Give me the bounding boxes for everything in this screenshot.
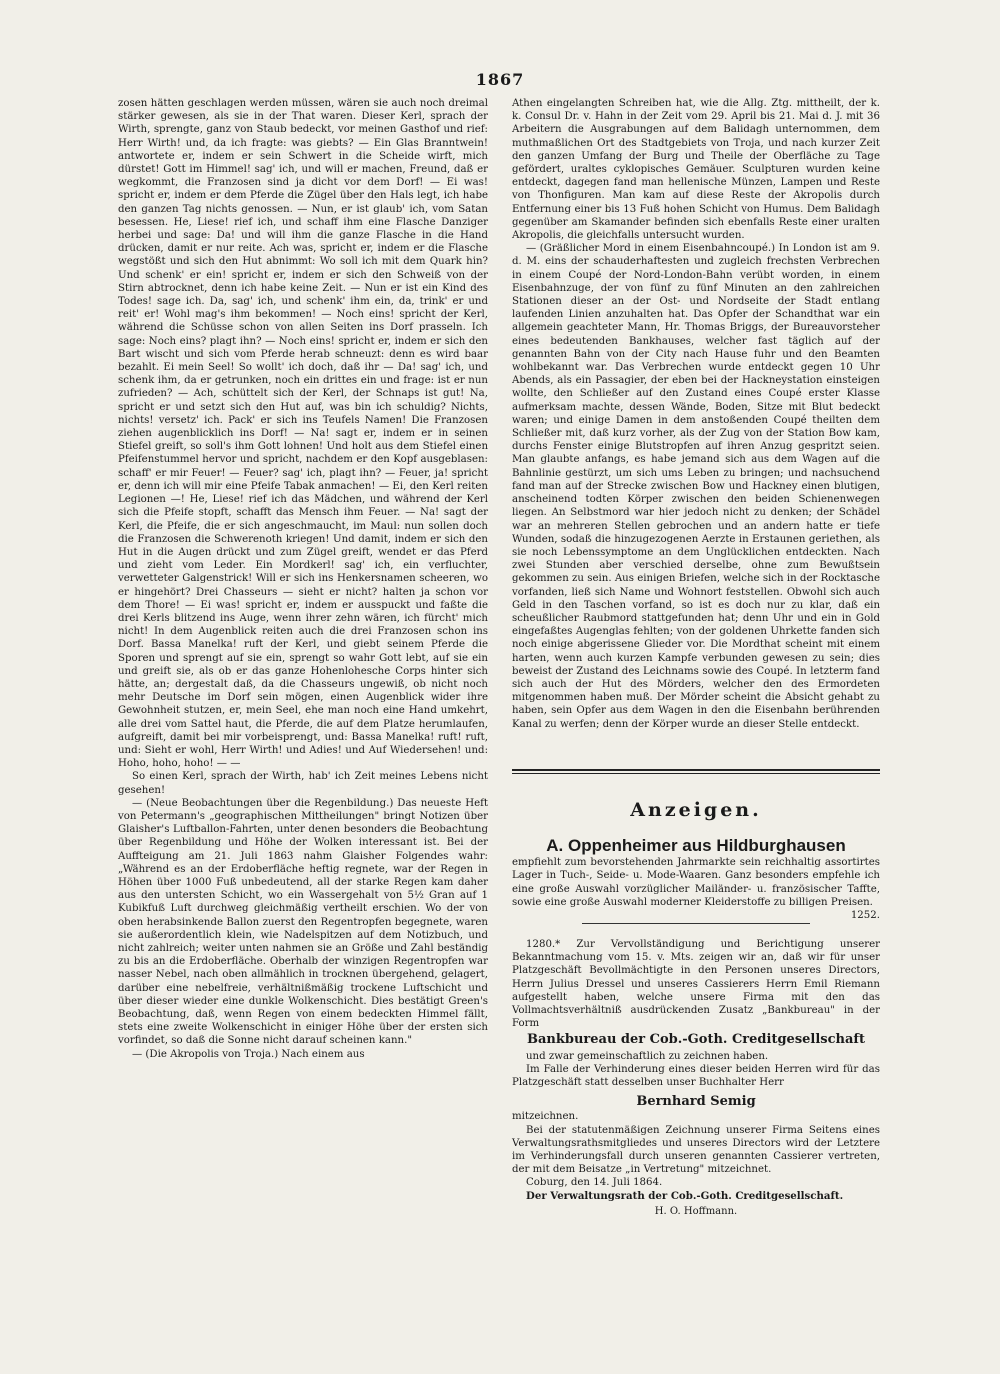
rain-article: — (Neue Beobachtungen über die Regenbildung.) Das neueste Heft von Petermann's „geographischen Mittheilungen" bringt Notizen über Glaisher's Luftballon-Fahrten, unter denen besonders die Beobachtung über Regenbildung und Höhe der Wolken interessant ist. Bei der Auffteigung am 21. Juli 1863 nahm Glaisher Folgendes wahr: „Während es an der Erdoberfläche heftig regnete, war der Regen in Höhen über 1000 Fuß unbedeutend, all der starke Regen kam daher aus den untersten Schicht, wo ein Wassergehalt von 5½ Gran auf 1 Kubikfuß Luft durchweg gleichmäßig vertheilt erschien. Wo der von oben herabsinkende Ballon zuerst den Regentropfen begegnete, waren sie außerordentlich klein, wie Nadelspitzen auf dem Notizbuch, und nicht zahlreich; weiter unten nahmen sie an Größe und Zahl beständig zu bis an die Erdoberfläche. Oberhalb der winzigen Regentropfen war nasser Nebel, nach oben allmählich in trocknen übergehend, gelagert, darüber eine nebelfreie, verhältnißmäßig trockene Luftschicht und über dieser wieder eine dunkle Wolkenschicht. Dies bestätigt Green's Beobachtung, daß, wenn Regen von einem bedeckten Himmel fällt, stets eine zweite Wolkenschicht in einiger Höhe über der ersten sich vorfindet, so daß die Sonne nicht darauf scheinen kann." bbox=[118, 797, 488, 1047]
signature-name: H. O. Hoffmann. bbox=[654, 1205, 738, 1217]
bank-ad-text: und zwar gemeinschaftlich zu zeichnen haben. bbox=[526, 1050, 769, 1062]
bank-ad-text: Bei der statutenmäßigen Zeichnung unserer Firma Seitens eines Verwaltungsrathsmitgliedes und unseres Directors wird der Letztere im Verhinderungsfall durch unseren genannten Cassierer vertreten, der mit dem Beisatze „in Vertretung" mitzeichnet. bbox=[512, 1124, 880, 1176]
bookkeeper-name: Bernhard Semig bbox=[636, 1094, 756, 1110]
left-column bbox=[118, 97, 488, 1061]
ad-date: Coburg, den 14. Juli 1864. bbox=[526, 1177, 663, 1189]
page-number: 1867 bbox=[475, 70, 525, 89]
board-signature: Der Verwaltungsrath der Cob.-Goth. Creditgesellschaft. bbox=[526, 1189, 844, 1202]
murder-article: — (Gräßlicher Mord in einem Eisenbahncoupé.) In London ist am 9. d. M. eins der schauderhaftesten und zugleich frechsten Verbrechen in einem Coupé der Nord-London-Bahn verübt worden, in einem Eisenbahnzuge, der von fünf zu fünf Minuten an den zahlreichen Stationen dieser an der Ost- und Nordseite der Stadt entlang laufenden Linien anzuhalten hat. Das Opfer der Schandthat war ein allgemein geachteter Mann, Hr. Thomas Briggs, der Bureauvorsteher eines bedeutenden Bankhauses, welcher fast täglich auf der genannten Bahn von der City nach Hause fuhr und den Beamten wohlbekannt war. Das Verbrechen wurde entdeckt gegen 10 Uhr Abends, als ein Passagier, der eben bei der Hackneystation einsteigen wollte, den Schließer auf den Zustand eines Coupé erster Klasse aufmerksam machte, dessen Wände, Boden, Sitze mit Blut bedeckt waren; und einige Damen in dem anstoßenden Coupé theilten dem Schließer mit, daß kurz vorher, als der Zug von der Station Bow kam, durchs Fenster einige Blutstropfen auf ihren Anzug gespritzt seien. Man glaubte anfangs, es habe jemand sich aus dem Wagen auf die Bahnlinie gestürzt, um sich ums Leben zu bringen; und nachsuchend fand man auf der Strecke zwischen Bow und Hackney einen blutigen, anscheinend todten Körper zwischen den beiden Schienenwegen liegen. An Selbstmord war hier jedoch nicht zu denken; der Schädel war an mehreren Stellen gebrochen und an andern hatte er tiefe Wunden, sodaß die hinzugezogenen Aerzte in Erstaunen geriethen, als sie noch Lebenssymptome an dem Unglücklichen entdeckten. Nach zwei Stunden aber verschied derselbe, ohne zum Bewußtsein gekommen zu sein. Aus einigen Briefen, welche sich in der Rocktasche vorfanden, ließ sich Name und Wohnort feststellen. Obwohl sich auch Geld in den Taschen vorfand, so ist es doch nur zu klar, daß ein scheußlicher Raubmord stattgefunden hat; denn Uhr und ein in Gold eingefaßtes Augenglas fehlten; von der goldenen Uhrkette fanden sich noch einige abgerissene Glieder vor. Die Mordthat scheint mit einem harten, wenn auch kurzen Kampfe verbunden gewesen zu sein; dies beweist der Zustand des Leichnams sowie des Coupé. In letzterm fand sich auch der Hut des Mörders, welcher den des Ermordeten mitgenommen haben muß. Der Mörder scheint die Absicht gehabt zu haben, sein Opfer aus dem Wagen in den die Eisenbahn berührenden Kanal zu werfen; denn der Körper wurde an dieser Stelle entdeckt. bbox=[512, 243, 880, 730]
section-divider bbox=[512, 769, 880, 774]
bank-ad-text: mitzeichnen. bbox=[512, 1111, 579, 1123]
troja-article-continued: Athen eingelangten Schreiben hat, wie die Allg. Ztg. mittheilt, der k. k. Consul Dr. v. Hahn in der Zeit vom 29. April bis 21. Mai d. J. mit 36 Arbeitern die Ausgrabungen auf dem Balidagh unternommen, dem muthmaßlichen Ort des Stadtgebiets von Troja, und nach kurzer Zeit den ganzen Umfang der Burg und Theile der Oberfläche zu Tage gefördert, uraltes cyklopisches Gemäuer. Sculpturen wurden keine entdeckt, dagegen fand man hellenische Münzen, Lampen und Reste von Thonfiguren. Man kam auf diese Reste der Akropolis durch Entfernung einer bis 13 Fuß hohen Schicht von Humus. Dem Balidagh gegenüber am Skamander befinden sich ebenfalls Reste einer uralten Akropolis, die gleichfalls untersucht wurden. bbox=[512, 98, 880, 242]
troja-article-start: — (Die Akropolis von Troja.) Nach einem aus bbox=[132, 1048, 365, 1060]
ads-heading: Anzeigen. bbox=[630, 798, 762, 821]
ad-number: 1252. bbox=[850, 909, 880, 921]
story-paragraph: zosen hätten geschlagen werden müssen, wären sie auch noch dreimal stärker gewesen, als sie in der That waren. Dieser Kerl, sprach der Wirth, sprengte, ganz von Staub bedeckt, vor meinen Gasthof und rief: Herr Wirth! und, da ich fragte: was giebts? — Ein Glas Branntwein! antwortete er, indem er sein Schwert in die Scheide wirft, mich dürstet! Gott im Himmel! sag' ich, und will er machen, Freund, daß er wegkommt, die Franzosen sind ja dicht vor dem Dorf! — Ei was! spricht er, indem er dem Pferde die Zügel über den Hals legt, ich habe den ganzen Tag nichts genossen. — Nun, er ist glaub' ich, vom Satan besessen. He, Liese! rief ich, und schaff ihm eine Flasche Danziger herbei und sage: Da! und will ihm die ganze Flasche in die Hand drücken, damit er nur reite. Ach was, spricht er, indem er die Flasche wegstößt und sich den Hut abnimmt: Wo soll ich mit dem Quark hin? Und schenk' er ein! spricht er, indem er sich den Schweiß von der Stirn abtrocknet, denn ich habe keine Zeit. — Nun er ist ein Kind des Todes! sage ich. Da, sag' ich, und schenk' ihm ein, da, trink' er und reit' er! Wohl mag's ihm bekommen! — Noch eins! spricht der Kerl, während die Schüsse schon von allen Seiten ins Dorf prasseln. Ich sage: Noch eins? plagt ihn? — Noch eins! spricht er, indem er sich den Bart wischt und sich vom Pferde herab schneuzt: denn es wird baar bezahlt. Ei mein Seel! So wollt' ich doch, daß ihr — Da! sag' ich, und schenk ihm, da er getrunken, noch ein drittes ein und frage: ist er nun zufrieden? — Ach, schüttelt sich der Kerl, der Schnaps ist gut! Na, spricht er und setzt sich den Hut auf, was bin ich schuldig? Nichts, nichts! versetz' ich. Pack' er sich ins Teufels Namen! Die Franzosen ziehen augenblicklich ins Dorf! — Na! sagt er, indem er in seinen Stiefel greift, so soll's ihm Gott lohnen! Und holt aus dem Stiefel einen Pfeifenstummel hervor und spricht, nachdem er den Kopf ausgeblasen: schaff' er mir Feuer! — Feuer? sag' ich, plagt ihn? — Feuer, ja! spricht er, denn ich will mir eine Pfeife Tabak anmachen! — Ei, den Kerl reiten Legionen —! He, Liese! rief ich das Mädchen, und während der Kerl sich die Pfeife stopft, schafft das Mensch ihm Feuer. — Na! sagt der Kerl, die Pfeife, die er sich angeschmaucht, im Maul: nun sollen doch die Franzosen die Schwerenoth kriegen! Und damit, indem er sich den Hut in die Augen drückt und zum Zügel greift, wendet er das Pferd und zieht vom Leder. Ein Mordkerl! sag' ich, ein verfluchter, verwetteter Galgenstrick! Will er sich ins Henkersnamen scheeren, wo er hingehört? Drei Chasseurs — sieht er nicht? halten ja schon vor dem Thore! — Ei was! spricht er, indem er ausspuckt und faßte die drei Kerls blitzend ins Auge, wenn ihrer zehn wären, ich fürcht' mich nicht! In dem Augenblick reiten auch die drei Franzosen schon ins Dorf. Bassa Manelka! ruft der Kerl, und giebt seinem Pferde die Sporen und sprengt auf sie ein, sprengt so wahr Gott lebt, auf sie ein und greift sie, als ob er das ganze Hohenlohesche Corps hinter sich hätte, an; dergestalt daß, da die Chasseurs ungewiß, ob nicht noch mehr Deutsche im Dorf sein mögen, einen Augenblick wider ihre Gewohnheit stutzen, er, mein Seel, ehe man noch eine Hand umkehrt, alle drei vom Sattel haut, die Pferde, die auf dem Platze herumlaufen, aufgreift, damit bei mir vorbeisprengt, und: Bassa Manelka! ruft! ruft, und: Sieht er wohl, Herr Wirth! und Adies! und Auf Wiedersehen! und: Hoho, hoho, hoho! — — bbox=[118, 98, 488, 770]
ad-text bbox=[512, 856, 880, 921]
ad-body: empfiehlt zum bevorstehenden Jahrmarkte sein reichhaltig assortirtes Lager in Tuch-, Seide- u. Mode-Waaren. Ganz besonders empfehle ich eine große Auswahl vorzüglicher Mailänder- u. französischer Taffte, sowie eine große Auswahl moderner Kleiderstoffe zu billigen Preisen. bbox=[512, 857, 880, 908]
advertisement-bank bbox=[512, 938, 880, 1218]
ad-firm-name: A. Oppenheimer aus Hildburghausen bbox=[546, 835, 846, 855]
bank-name: Bankbureau der Cob.-Goth. Creditgesellschaft bbox=[526, 1032, 865, 1048]
ad-divider bbox=[582, 923, 810, 924]
bank-ad-text: Im Falle der Verhinderung eines dieser beiden Herren wird für das Platzgeschäft statt desselben unser Buchhalter Herr bbox=[512, 1063, 880, 1088]
bank-ad-intro: 1280.* Zur Vervollständigung und Berichtigung unserer Bekanntmachung vom 15. v. Mts. zeigen wir an, daß wir für unser Platzgeschäft Bevollmächtigte in den Personen unseres Directors, Herrn Julius Dressel und unseres Cassierers Herrn Emil Riemann aufgestellt haben, welche unsere Firma mit den das Vollmachtsverhältniß ausdrückenden Zusatz „Bankbureau" in der Form bbox=[512, 938, 880, 1030]
right-column bbox=[512, 97, 880, 1218]
advertisement-oppenheimer bbox=[512, 835, 880, 921]
story-ending: So einen Kerl, sprach der Wirth, hab' ich Zeit meines Lebens nicht gesehen! bbox=[118, 771, 488, 796]
